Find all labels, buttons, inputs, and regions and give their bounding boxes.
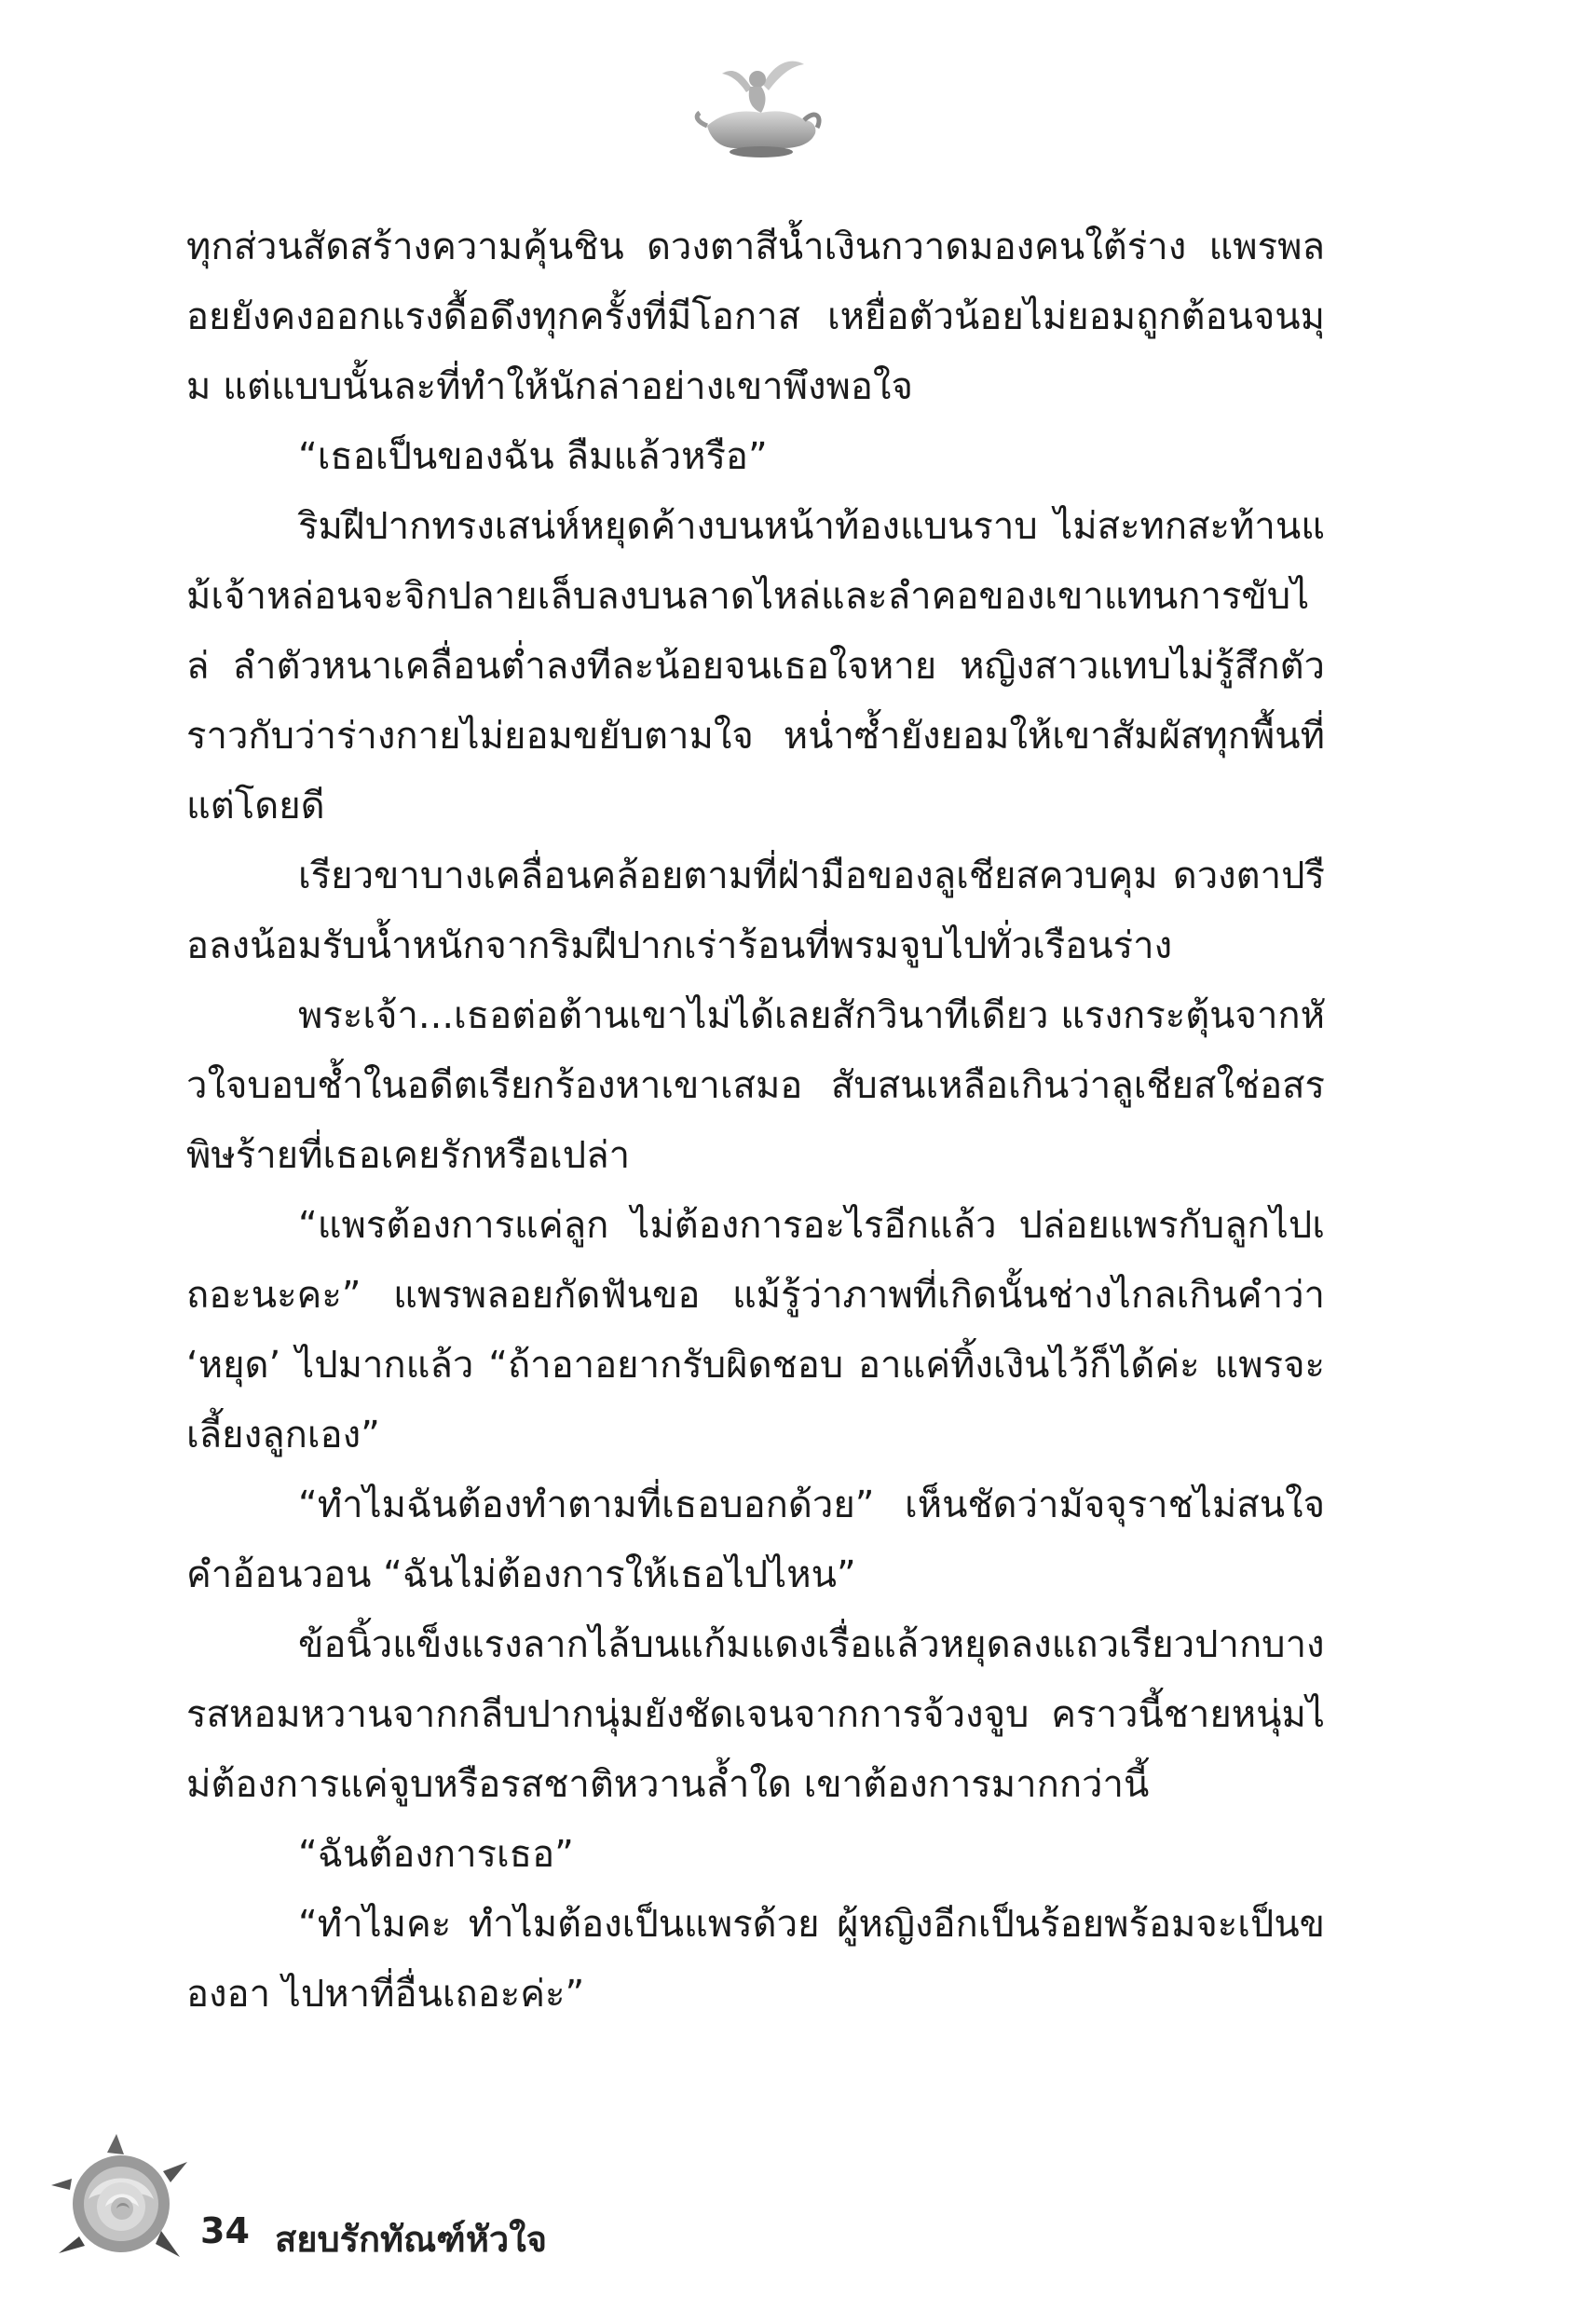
paragraph: ริมฝีปากทรงเสน่ห์หยุดค้างบนหน้าท้องแบนราบ ไม่สะทกสะท้านแม้เจ้าหล่อนจะจิกปลายเล็บลงบนลาดไหล่และลำคอของเขาแทนการขับไล่ ลำตัวหนาเคลื่อนต่ำลงทีละน้อยจนเธอใจหาย หญิงสาวแทบไม่รู้สึกตัว ราวกับว่าร่างกายไม่ยอมขยับตามใจ หน่ำซ้ำยังยอมให้เขาสัมผัสทุกพื้นที่แต่โดยดี xyxy=(186,505,1325,827)
paragraph: ทุกส่วนสัดสร้างความคุ้นชิน ดวงตาสีน้ำเงินกวาดมองคนใต้ร่าง แพรพลอยยังคงออกแรงดื้อดึงทุกครั้งที่มีโอกาส เหยื่อตัวน้อยไม่ยอมถูกต้อนจนมุม แต่แบบนั้นละที่ทำให้นักล่าอย่างเขาพึงพอใจ xyxy=(186,226,1325,408)
paragraph: “แพรต้องการแค่ลูก ไม่ต้องการอะไรอีกแล้ว ปล่อยแพรกับลูกไปเถอะนะคะ” แพรพลอยกัดฟันขอ แม้รู้ว่าภาพที่เกิดนั้นช่างไกลเกินคำว่า ‘หยุด’ ไปมากแล้ว “ถ้าอาอยากรับผิดชอบ อาแค่ทิ้งเงินไว้ก็ได้ค่ะ แพรจะเลี้ยงลูกเอง” xyxy=(186,1204,1325,1456)
cupid-lamp-ornament-icon xyxy=(694,51,825,163)
page-number: 34 xyxy=(200,2210,250,2251)
book-title: สยบรักทัณฑ์หัวใจ xyxy=(275,2219,548,2260)
paragraph: “เธอเป็นของฉัน ลืมแล้วหรือ” xyxy=(298,435,768,478)
page-footer xyxy=(51,2134,703,2274)
body-text xyxy=(186,212,1325,2030)
paragraph: เรียวขาบางเคลื่อนคล้อยตามที่ฝ่ามือของลูเชียสควบคุม ดวงตาปรือลงน้อมรับน้ำหนักจากริมฝีปากเร่าร้อนที่พรมจูบไปทั่วเรือนร่าง xyxy=(186,855,1325,967)
paragraph: ข้อนิ้วแข็งแรงลากไล้บนแก้มแดงเรื่อแล้วหยุดลงแถวเรียวปากบาง รสหอมหวานจากกลีบปากนุ่มยังชัดเจนจากการจ้วงจูบ คราวนี้ชายหนุ่มไม่ต้องการแค่จูบหรือรสชาติหวานล้ำใด เขาต้องการมากกว่านี้ xyxy=(186,1623,1325,1806)
paragraph: “ทำไมคะ ทำไมต้องเป็นแพรด้วย ผู้หญิงอีกเป็นร้อยพร้อมจะเป็นของอา ไปหาที่อื่นเถอะค่ะ” xyxy=(186,1903,1325,2016)
rose-icon xyxy=(51,2134,191,2274)
paragraph: “ฉันต้องการเธอ” xyxy=(298,1833,574,1876)
paragraph: “ทำไมฉันต้องทำตามที่เธอบอกด้วย” เห็นชัดว่ามัจจุราชไม่สนใจคำอ้อนวอน “ฉันไม่ต้องการให้เธอไปไหน” xyxy=(186,1484,1325,1596)
paragraph: พระเจ้า...เธอต่อต้านเขาไม่ได้เลยสักวินาทีเดียว แรงกระตุ้นจากหัวใจบอบช้ำในอดีตเรียกร้องหาเขาเสมอ สับสนเหลือเกินว่าลูเชียสใช่อสรพิษร้ายที่เธอเคยรักหรือเปล่า xyxy=(186,994,1325,1177)
